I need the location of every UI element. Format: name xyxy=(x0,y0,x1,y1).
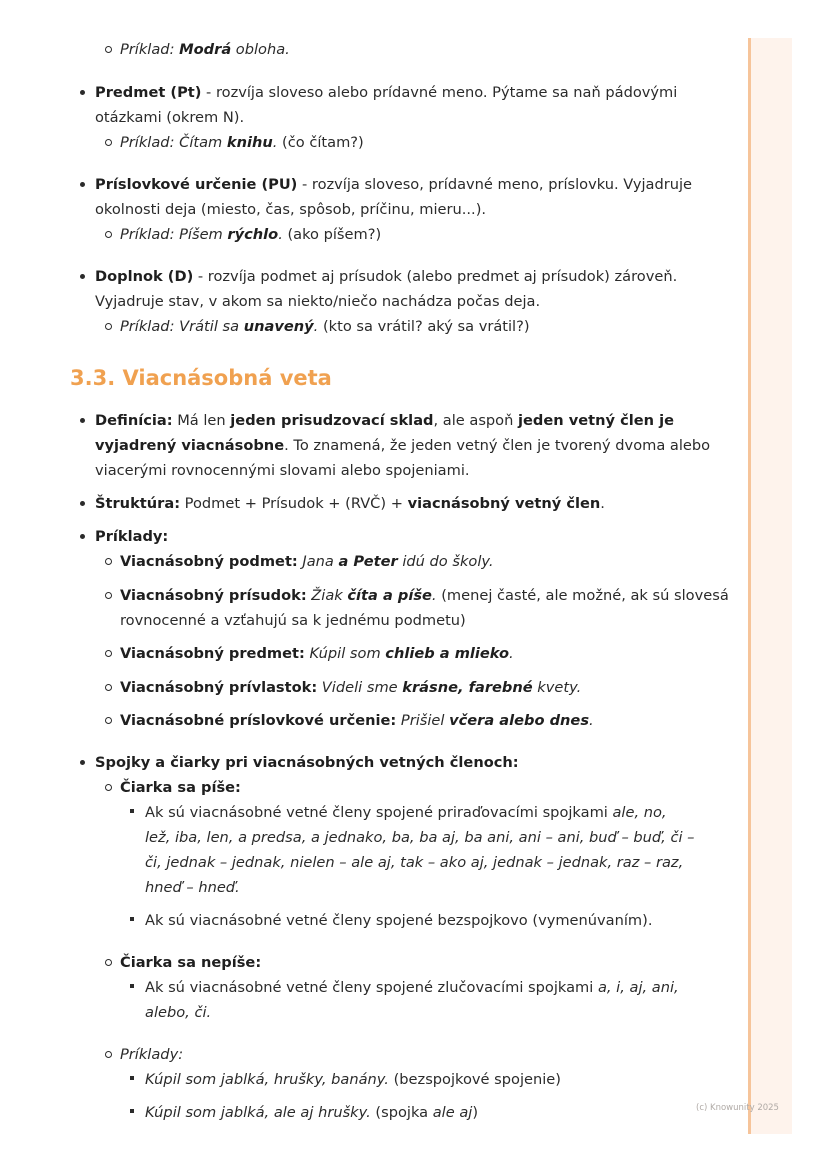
priklad-privlastok: Viacnásobný prívlastok: Videli sme krásne, farebné kvety. xyxy=(120,675,581,700)
doplnok-line2: Vyjadruje stav, v akom sa niekto/niečo nachádza počas deja. xyxy=(95,293,541,310)
pu-item: Príslovkové určenie (PU) - rozvíja sloveso, prídavné meno, príslovku. Vyjadruje xyxy=(95,172,692,197)
page-sidebar xyxy=(748,38,792,1134)
predmet-example: Príklad: Čítam knihu. (čo čítam?) xyxy=(120,130,364,155)
struktura-item: Štruktúra: Podmet + Prísudok + (RVČ) + viacnásobný vetný člen. xyxy=(95,491,605,516)
spojky-priklad-1: Kúpil som jablká, hrušky, banány. (bezspojkové spojenie) xyxy=(145,1067,561,1092)
ciarka-pise-rule1-line3: či, jednak – jednak, nielen – ale aj, tak – ako aj, jednak – jednak, raz – raz, xyxy=(145,854,684,871)
definicia-line3: viacerými rovnocennými slovami alebo spojeniami. xyxy=(95,462,470,479)
ciarka-pise-rule2: Ak sú viacnásobné vetné členy spojené bezspojkovo (vymenúvaním). xyxy=(145,908,652,933)
pu-line2: okolnosti deja (miesto, čas, spôsob, príčinu, mieru...). xyxy=(95,201,487,218)
copyright-footer: (c) Knowunity 2025 xyxy=(696,1103,779,1113)
doplnok-example: Príklad: Vrátil sa unavený. (kto sa vrátil? aký sa vrátil?) xyxy=(120,314,530,339)
ciarka-pise-rule1: Ak sú viacnásobné vetné členy spojené priraďovacími spojkami ale, no, xyxy=(145,800,667,825)
definicia-line2: vyjadrený viacnásobne. To znamená, že jeden vetný člen je tvorený dvoma alebo xyxy=(95,437,711,454)
ciarka-nepise-rule1: Ak sú viacnásobné vetné členy spojené zlučovacími spojkami a, i, aj, ani, xyxy=(145,975,679,1000)
priklad-predmet: Viacnásobný predmet: Kúpil som chlieb a mlieko. xyxy=(120,641,514,666)
ciarka-pise: Čiarka sa píše: xyxy=(120,775,241,800)
doplnok-item: Doplnok (D) - rozvíja podmet aj prísudok (alebo predmet aj prísudok) zároveň. xyxy=(95,264,677,289)
page-sidebar-border xyxy=(748,38,751,1134)
priklad-pu: Viacnásobné príslovkové určenie: Prišiel včera alebo dnes. xyxy=(120,708,594,733)
spojky-priklady: Príklady: xyxy=(120,1042,183,1067)
ciarka-pise-rule1-line2: lež, iba, len, a predsa, a jednako, ba, ba aj, ba ani, ani – ani, buď – buď, či – xyxy=(145,829,695,846)
ciarka-pise-rule1-line4: hneď – hneď. xyxy=(145,879,240,896)
section-heading: 3.3. Viacnásobná veta xyxy=(70,366,332,390)
priklad-podmet: Viacnásobný podmet: Jana a Peter idú do školy. xyxy=(120,549,494,574)
predmet-line2: otázkami (okrem N). xyxy=(95,109,245,126)
pu-example: Príklad: Píšem rýchlo. (ako píšem?) xyxy=(120,222,381,247)
ciarka-nepise: Čiarka sa nepíše: xyxy=(120,950,261,975)
predmet-item: Predmet (Pt) - rozvíja sloveso alebo prídavné meno. Pýtame sa naň pádovými xyxy=(95,80,677,105)
top-example: Príklad: Modrá obloha. xyxy=(120,37,290,62)
definicia-item: Definícia: Má len jeden prisudzovací sklad, ale aspoň jeden vetný člen je xyxy=(95,408,674,433)
ciarka-nepise-rule1-line2: alebo, či. xyxy=(145,1004,212,1021)
spojky-item: Spojky a čiarky pri viacnásobných vetných členoch: xyxy=(95,750,519,775)
priklad-prisudok-line2: rovnocenné a vzťahujú sa k jednému podmetu) xyxy=(120,612,466,629)
spojky-priklad-2: Kúpil som jablká, ale aj hrušky. (spojka ale aj) xyxy=(145,1100,478,1125)
priklady-item: Príklady: xyxy=(95,524,168,549)
priklad-prisudok: Viacnásobný prísudok: Žiak číta a píše. (menej časté, ale možné, ak sú slovesá xyxy=(120,583,729,608)
